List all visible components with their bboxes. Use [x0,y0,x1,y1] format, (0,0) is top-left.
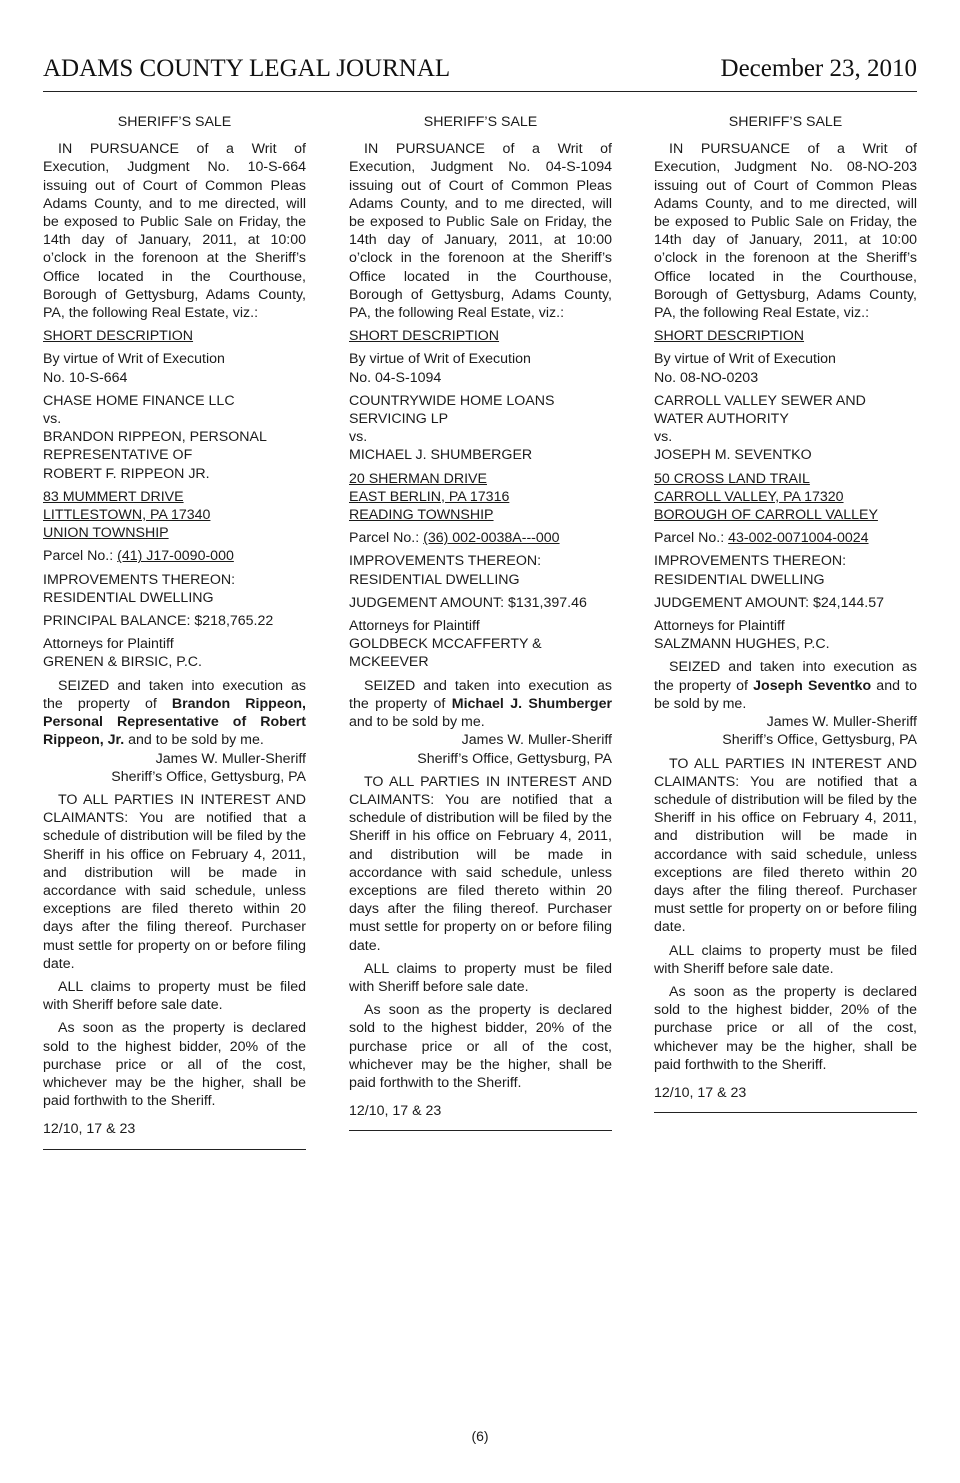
address-line: READING TOWNSHIP [349,507,494,524]
notice-heading: SHERIFF’S SALE [728,114,843,130]
property-owner: Joseph Seventko [753,677,872,694]
parcel-line [43,547,306,565]
plaintiff-line: WATER AUTHORITY [654,411,789,428]
payment-notice: As soon as the property is declared sold to the highest bidder, 20% of the purchase price or all of the cost, whichever may be the higher, shall be paid forthwith to the Sheriff. [654,983,917,1073]
sheriff-name: James W. Muller-Sheriff [766,714,917,731]
writ-number: No. 08-NO-0203 [654,369,759,386]
sheriff-office: Sheriff’s Office, Gettysburg, PA [722,732,917,749]
parcel-number: (41) J17-0090-000 [117,548,234,565]
notice-end-rule [349,1130,612,1131]
improvements-line: IMPROVEMENTS THEREON: [43,571,236,588]
sheriff-name: James W. Muller-Sheriff [155,750,306,767]
writ-line: By virtue of Writ of Execution [349,351,531,368]
seized-text: SEIZED and taken into execution as the property of [654,659,917,694]
address-line: CARROLL VALLEY, PA 17320 [654,488,844,505]
claims-notice: ALL claims to property must be filed with Sheriff before sale date. [43,978,306,1014]
amount-line: PRINCIPAL BALANCE: $218,765.22 [43,613,274,630]
improvements-line: RESIDENTIAL DWELLING [654,571,825,588]
plaintiff-line: COUNTRYWIDE HOME LOANS [349,392,555,409]
defendant-line: REPRESENTATIVE OF [43,447,193,464]
sale-notice-3 [654,113,917,1113]
page-number: (6) [471,1428,489,1444]
parcel-label: Parcel No.: [43,548,118,565]
defendant-line: MICHAEL J. SHUMBERGER [349,447,533,464]
sheriff-office: Sheriff’s Office, Gettysburg, PA [417,750,612,767]
seized-statement [43,677,306,750]
address-line: 20 SHERMAN DRIVE [349,470,487,487]
attorneys-name: SALZMANN HUGHES, P.C. [654,636,830,653]
notice-heading: SHERIFF’S SALE [423,114,538,130]
seized-text: SEIZED and taken into execution as the property of [43,677,306,712]
attorneys-label: Attorneys for Plaintiff [349,618,480,635]
defendant-line: ROBERT F. RIPPEON JR. [43,465,210,482]
seized-text-end: and to be sold by me. [124,732,264,749]
short-description-heading: SHORT DESCRIPTION [43,328,194,345]
claims-notice: ALL claims to property must be filed with Sheriff before sale date. [349,960,612,995]
payment-notice: As soon as the property is declared sold to the highest bidder, 20% of the purchase price or all of the cost, whichever may be the higher, shall be paid forthwith to the Sheriff. [43,1020,306,1110]
parcel-label: Parcel No.: [349,530,424,547]
address-line: UNION TOWNSHIP [43,525,169,542]
amount-line: JUDGEMENT AMOUNT: $24,144.57 [654,594,884,611]
defendant-line: JOSEPH M. SEVENTKO [654,447,812,464]
writ-number: No. 10-S-664 [43,369,128,386]
notice-intro: IN PURSUANCE of a Writ of Execution, Judgment No. 08-NO-203 issuing out of Court of Common Pleas Adams County, and to me directed, will be exposed to Public Sale on Friday, the 14th day of January, 2011, at 10:00 o’clock in the forenoon at the Sheriff’s Office located in the Courthouse, Borough of Gettysburg, Adams County, PA, the following Real Estate, viz.: [654,141,917,322]
parcel-number: 43-002-0071004-0024 [728,530,869,547]
payment-notice: As soon as the property is declared sold to the highest bidder, 20% of the purchase price or all of the cost, whichever may be the higher, shall be paid forthwith to the Sheriff. [349,1002,612,1091]
issue-date: December 23, 2010 [720,55,917,82]
improvements-line: IMPROVEMENTS THEREON: [654,553,847,570]
claims-notice: ALL claims to property must be filed with Sheriff before sale date. [654,942,917,977]
versus-label: vs. [654,429,673,446]
attorneys-label: Attorneys for Plaintiff [654,618,785,635]
seized-text-end: and to be sold by me. [349,714,485,731]
distribution-notice: TO ALL PARTIES IN INTEREST AND CLAIMANTS: You are notified that a schedule of distribution will be filed by the Sheriff in his office on February 4, 2011, and distribution will be made in accordance with said schedule, unless exceptions are filed thereto within 20 days after the filing thereof. Purchaser must settle for property on or before filing date. [654,755,917,936]
distribution-notice: TO ALL PARTIES IN INTEREST AND CLAIMANTS: You are notified that a schedule of distribution will be filed by the Sheriff in his office on February 4, 2011, and distribution will be made in accordance with said schedule, unless exceptions are filed thereto within 20 days after the filing thereof. Purchaser must settle for property on or before filing date. [43,791,306,972]
seized-text-end: and to be sold by me. [654,677,918,712]
notice-end-rule [654,1112,917,1113]
writ-line: By virtue of Writ of Execution [654,351,836,368]
attorneys-name: MCKEEVER [349,654,429,671]
masthead [43,52,917,86]
parcel-number: (36) 002-0038A---000 [423,530,560,547]
short-description-heading: SHORT DESCRIPTION [654,328,805,345]
property-owner: Brandon Rippeon, Personal Representative of Robert Rippeon, Jr. [43,695,306,749]
seized-statement [349,677,612,732]
versus-label: vs. [43,411,62,428]
address-line: EAST BERLIN, PA 17316 [349,488,510,505]
improvements-line: IMPROVEMENTS THEREON: [349,553,542,570]
writ-number: No. 04-S-1094 [349,369,442,386]
header-rule [43,91,917,92]
attorneys-name: GRENEN & BIRSIC, P.C. [43,654,202,671]
attorneys-label: Attorneys for Plaintiff [43,636,174,653]
parcel-label: Parcel No.: [654,530,729,547]
writ-line: By virtue of Writ of Execution [43,351,225,368]
journal-title: ADAMS COUNTY LEGAL JOURNAL [43,55,451,82]
notice-intro: IN PURSUANCE of a Writ of Execution, Judgment No. 10-S-664 issuing out of Court of Common Pleas Adams County, and to me directed, will be exposed to Public Sale on Friday, the 14th day of January, 2011, at 10:00 o’clock in the forenoon at the Sheriff’s Office located in the Courthouse, Borough of Gettysburg, Adams County, PA, the following Real Estate, viz.: [43,141,306,322]
plaintiff-line: SERVICING LP [349,411,449,428]
improvements-line: RESIDENTIAL DWELLING [349,571,520,588]
parcel-line [654,529,917,547]
publication-dates: 12/10, 17 & 23 [654,1084,747,1101]
plaintiff-line: CHASE HOME FINANCE LLC [43,392,235,409]
notice-intro: IN PURSUANCE of a Writ of Execution, Judgment No. 04-S-1094 issuing out of Court of Common Pleas Adams County, and to me directed, will be exposed to Public Sale on Friday, the 14th day of January, 2011, at 10:00 o’clock in the forenoon at the Sheriff’s Office located in the Courthouse, Borough of Gettysburg, Adams County, PA, the following Real Estate, viz.: [349,141,612,322]
sheriff-office: Sheriff’s Office, Gettysburg, PA [111,768,306,785]
address-line: 83 MUMMERT DRIVE [43,488,184,505]
sale-notice-2 [349,113,612,1131]
sheriff-name: James W. Muller-Sheriff [461,732,612,749]
amount-line: JUDGEMENT AMOUNT: $131,397.46 [349,594,587,611]
address-line: 50 CROSS LAND TRAIL [654,470,810,487]
short-description-heading: SHORT DESCRIPTION [349,328,500,345]
seized-statement [654,658,917,713]
address-line: LITTLESTOWN, PA 17340 [43,507,211,524]
notice-end-rule [43,1149,306,1150]
defendant-line: BRANDON RIPPEON, PERSONAL [43,429,267,446]
property-owner: Michael J. Shumberger [451,695,612,712]
attorneys-name: GOLDBECK MCCAFFERTY & [349,636,542,653]
parcel-line [349,529,612,547]
versus-label: vs. [349,429,368,446]
publication-dates: 12/10, 17 & 23 [43,1121,136,1138]
plaintiff-line: CARROLL VALLEY SEWER AND [654,392,866,409]
address-line: BOROUGH OF CARROLL VALLEY [654,507,878,524]
sale-notice-1 [43,113,306,1150]
notice-heading: SHERIFF’S SALE [117,114,232,130]
distribution-notice: TO ALL PARTIES IN INTEREST AND CLAIMANTS: You are notified that a schedule of distribution will be filed by the Sheriff in his office on February 4, 2011, and distribution will be made in accordance with said schedule, unless exceptions are filed thereto within 20 days after the filing thereof. Purchaser must settle for property on or before filing date. [349,773,612,954]
improvements-line: RESIDENTIAL DWELLING [43,589,214,606]
seized-text: SEIZED and taken into execution as the property of [349,677,612,712]
publication-dates: 12/10, 17 & 23 [349,1103,442,1120]
